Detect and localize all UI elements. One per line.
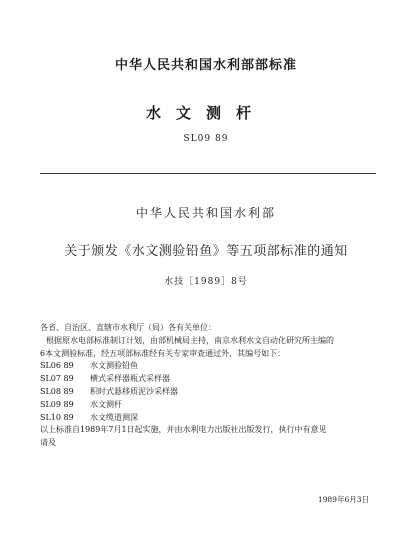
standard-item [40, 373, 380, 386]
standard-item [40, 412, 380, 425]
standard-item [40, 360, 380, 373]
standard-item-code: SL10 89 [40, 412, 74, 422]
standard-code: SL09 89 [183, 134, 229, 144]
standard-item [40, 399, 380, 412]
standard-item-name: 积时式悬移质泥沙采样器 [90, 386, 178, 396]
standard-item-code: SL06 89 [40, 361, 74, 371]
salutation: 各省、自治区、直辖市水利厅（局）各有关单位： [40, 323, 216, 332]
issuing-ministry: 中华人民共和国水利部 [135, 206, 276, 220]
paragraph-line: 6本文测验标准，经五项部标准经有关专家审查通过外，其编号如下： [40, 348, 286, 358]
divider-rule [40, 173, 376, 174]
closing-line: 以上标准自1989年7月1日起实施，并由水利电力出版社出版发行，执行中有意见 [40, 425, 327, 435]
notice-body [40, 322, 380, 450]
standard-item-code: SL08 89 [40, 386, 74, 396]
document-number: 水技［1989］8号 [164, 277, 248, 287]
standard-header: 中华人民共和国水利部部标准 [114, 58, 297, 73]
standard-item-name: 水文测杆 [90, 399, 122, 409]
standard-title: 水文测杆 [145, 104, 266, 122]
standard-item-code: SL09 89 [40, 399, 74, 409]
notice-title: 关于颁发《水文测验铅鱼》等五项部标准的通知 [64, 244, 348, 259]
standard-item-name: 横式采样器瓶式采样器 [90, 374, 170, 384]
closing-line: 请及 [40, 438, 56, 448]
standard-item [40, 386, 380, 399]
standard-item-code: SL07 89 [40, 374, 74, 384]
standard-item-name: 水文测验铅鱼 [90, 361, 138, 371]
standard-item-name: 水文缆道测深 [90, 412, 138, 422]
issue-date: 1989年6月3日 [317, 495, 369, 504]
paragraph-line: 根据原水电部标准制订计划，由部机械局主持，南京水利水文自动化研究所主编的 [46, 335, 334, 345]
